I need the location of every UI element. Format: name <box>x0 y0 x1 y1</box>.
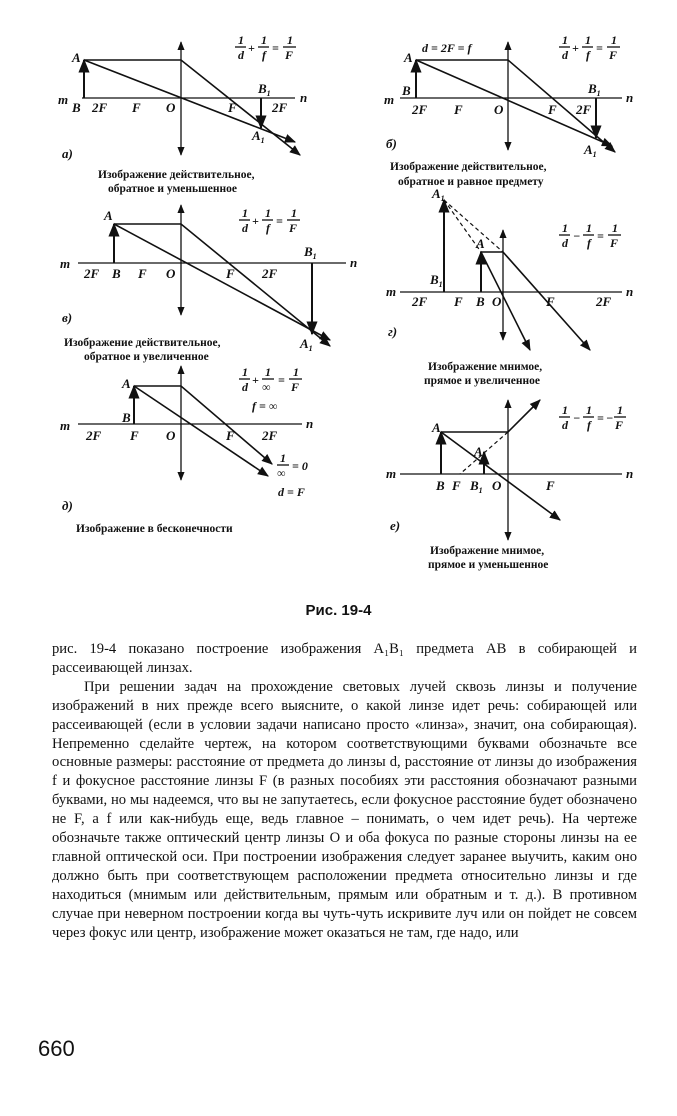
svg-text:n: n <box>626 284 634 299</box>
svg-text:=: = <box>278 373 285 387</box>
svg-text:+: + <box>248 41 255 55</box>
svg-text:1: 1 <box>293 365 299 379</box>
label-A1: $A_1$ <box>432 186 445 203</box>
svg-text:Изображение действительное,: Изображение действительное, <box>390 161 547 173</box>
label-F: F <box>228 100 237 115</box>
note: d = 2F = f <box>422 41 472 55</box>
svg-text:F: F <box>130 428 139 443</box>
svg-text:Изображение мнимое,: Изображение мнимое, <box>430 545 545 557</box>
label-A1: $A_1$ <box>584 142 597 159</box>
svg-text:2F: 2F <box>596 294 612 309</box>
svg-text:+: + <box>252 373 259 387</box>
label-A: A <box>72 50 81 65</box>
svg-text:B: B <box>122 410 131 425</box>
label-B1: $B_1$ <box>304 244 317 261</box>
svg-text:f: f <box>586 48 590 62</box>
svg-text:1: 1 <box>611 33 617 47</box>
svg-text:n: n <box>626 90 634 105</box>
svg-text:d: d <box>238 48 244 62</box>
svg-text:=: = <box>597 411 604 425</box>
svg-text:обратное и равное предмету: обратное и равное предмету <box>398 176 544 188</box>
label-B1: $B_1$ <box>430 272 443 289</box>
svg-text:2F: 2F <box>86 428 102 443</box>
svg-text:+: + <box>572 41 579 55</box>
note: f = ∞ <box>252 399 278 413</box>
svg-text:F: F <box>454 294 463 309</box>
ray <box>84 60 295 142</box>
svg-text:1: 1 <box>291 206 297 220</box>
formula <box>559 403 626 432</box>
svg-text:F: F <box>291 380 300 394</box>
svg-text:1: 1 <box>238 33 244 47</box>
formula <box>559 221 621 250</box>
svg-text:=: = <box>272 41 279 55</box>
svg-text:= 0: = 0 <box>292 459 308 473</box>
svg-text:m: m <box>60 256 71 271</box>
svg-text:F: F <box>454 102 463 117</box>
label-B1: $B_1$ <box>470 478 483 495</box>
panel-d <box>60 365 313 535</box>
label-2F: 2F <box>272 100 288 115</box>
svg-text:Изображение действительное,: Изображение действительное, <box>64 337 221 349</box>
svg-text:B: B <box>112 266 121 281</box>
label-A1: $A_1$ <box>300 336 313 353</box>
body-text <box>52 640 637 943</box>
label-F: F <box>132 100 141 115</box>
svg-text:A: A <box>476 236 485 251</box>
svg-text:−: − <box>606 411 614 425</box>
svg-text:1: 1 <box>265 365 271 379</box>
svg-text:F: F <box>610 236 619 250</box>
formula <box>235 33 296 62</box>
svg-text:в): в) <box>62 310 73 325</box>
svg-text:F: F <box>289 221 298 235</box>
svg-text:2F: 2F <box>412 294 428 309</box>
svg-text:−: − <box>573 411 581 425</box>
panel-b <box>384 33 633 188</box>
svg-text:∞: ∞ <box>262 380 271 394</box>
label-O: O <box>166 100 176 115</box>
svg-text:F: F <box>548 102 557 117</box>
svg-text:B: B <box>436 478 445 493</box>
panel-tag: а) <box>62 146 73 161</box>
svg-text:1: 1 <box>242 365 248 379</box>
svg-text:2F: 2F <box>576 102 592 117</box>
svg-text:A: A <box>432 420 441 435</box>
svg-text:B: B <box>476 294 485 309</box>
svg-text:f: f <box>266 221 270 235</box>
figure-caption: Рис. 19-4 <box>305 602 372 619</box>
svg-text:d: d <box>242 380 248 394</box>
svg-text:d: d <box>562 418 568 432</box>
svg-text:б): б) <box>386 136 397 151</box>
svg-text:−: − <box>573 229 581 243</box>
svg-text:1: 1 <box>562 221 568 235</box>
svg-text:1: 1 <box>585 33 591 47</box>
svg-text:1: 1 <box>562 403 568 417</box>
svg-text:прямое и увеличенное: прямое и увеличенное <box>424 375 540 387</box>
svg-text:B: B <box>402 83 411 98</box>
svg-text:=: = <box>597 229 604 243</box>
svg-text:d: d <box>242 221 248 235</box>
svg-text:прямое и уменьшенное: прямое и уменьшенное <box>428 559 549 571</box>
svg-text:d: d <box>562 236 568 250</box>
svg-text:F: F <box>452 478 461 493</box>
svg-text:1: 1 <box>287 33 293 47</box>
svg-text:O: O <box>492 294 502 309</box>
label-B1: $B_1$ <box>588 81 601 98</box>
svg-text:m: m <box>60 418 71 433</box>
svg-text:O: O <box>166 428 176 443</box>
panel-g <box>386 186 633 387</box>
svg-text:∞: ∞ <box>277 466 286 480</box>
svg-text:f: f <box>262 48 266 62</box>
svg-text:=: = <box>596 41 603 55</box>
svg-text:O: O <box>166 266 176 281</box>
svg-text:A: A <box>404 50 413 65</box>
svg-text:n: n <box>350 255 358 270</box>
label-B: B <box>72 100 81 115</box>
svg-text:f: f <box>587 236 591 250</box>
svg-text:1: 1 <box>586 403 592 417</box>
panel-e <box>386 400 633 571</box>
formula <box>239 365 302 394</box>
paragraph: При решении задач на прохождение световых лучей сквозь линзы и получение изображений в них прежде всего выясните, о какой линзе идет речь: собирающей или рассеивающей (если в условии задачи написано просто «линза», значит, она собирающая). Непременно сделайте чертеж, на котором соответствующими буквами обозначьте все основные размеры: расстояние от предмета до линзы d, расстояние от линзы до изображения f и фокусное расстояние линзы F (в разных пособиях эти расстояния обозначают разными буквами, но мы надеемся, что вы не запутаетесь, если фокусное расстояние будет обозначено не F, а f или как-нибудь еще, ведь главное – понимать, о чем идет речь). На чертеже обозначьте также оптический центр линзы O и оба фокуса по разные стороны линзы на ее главной оптической оси. При построении изображения следует заранее выучить, каким оно должно быть при соответствующем расположении предмета относительно линзы и где находиться (мнимым или действительным, прямым или обратным и т. д.). В противном случае при неверном построении когда вы чуть-чуть искривите луч или он пойдет не совсем через фокус или центр, изображение может оказаться не там, где надо, или <box>52 678 637 941</box>
svg-text:f: f <box>587 418 591 432</box>
label-m: m <box>58 92 69 107</box>
svg-text:1: 1 <box>261 33 267 47</box>
svg-text:=: = <box>276 214 283 228</box>
paragraph: рис. 19-4 показано построение изображения A₁B₁ предмета AB в собирающей и рассеивающей линзах. <box>52 641 637 676</box>
panel-v <box>60 205 357 363</box>
svg-text:F: F <box>285 48 294 62</box>
svg-text:F: F <box>546 294 555 309</box>
svg-text:O: O <box>494 102 504 117</box>
svg-text:2F: 2F <box>262 266 278 281</box>
caption-line: Изображение действительное, <box>98 169 255 181</box>
formula <box>559 33 620 62</box>
svg-text:F: F <box>615 418 624 432</box>
svg-text:O: O <box>492 478 502 493</box>
caption-line: обратное и уменьшенное <box>108 183 238 195</box>
svg-text:2F: 2F <box>412 102 428 117</box>
svg-text:1: 1 <box>265 206 271 220</box>
svg-text:1: 1 <box>617 403 623 417</box>
svg-text:1: 1 <box>242 206 248 220</box>
svg-text:г): г) <box>388 324 398 339</box>
svg-text:A: A <box>122 376 131 391</box>
panel-a <box>58 33 307 195</box>
svg-text:1: 1 <box>280 451 286 465</box>
svg-text:2F: 2F <box>84 266 100 281</box>
svg-text:d: d <box>562 48 568 62</box>
svg-text:F: F <box>226 266 235 281</box>
svg-text:F: F <box>138 266 147 281</box>
svg-text:+: + <box>252 214 259 228</box>
svg-text:1: 1 <box>612 221 618 235</box>
svg-text:A: A <box>104 208 113 223</box>
svg-text:n: n <box>626 466 634 481</box>
svg-text:2F: 2F <box>262 428 278 443</box>
formula <box>239 206 300 235</box>
page-number: 660 <box>38 1036 75 1061</box>
svg-text:е): е) <box>390 518 401 533</box>
svg-text:m: m <box>384 92 395 107</box>
svg-text:д): д) <box>62 498 73 513</box>
svg-text:m: m <box>386 284 397 299</box>
label-n: n <box>300 90 308 105</box>
label-2F: 2F <box>92 100 108 115</box>
svg-text:Изображение мнимое,: Изображение мнимое, <box>428 361 543 373</box>
svg-text:m: m <box>386 466 397 481</box>
ray <box>84 60 300 155</box>
svg-text:1: 1 <box>586 221 592 235</box>
svg-text:Изображение в бесконечности: Изображение в бесконечности <box>76 523 233 535</box>
label-B1: $B_1$ <box>258 81 271 98</box>
svg-text:1: 1 <box>562 33 568 47</box>
label-A1: $A_1$ <box>252 128 265 145</box>
note-inf <box>277 451 308 480</box>
svg-text:F: F <box>546 478 555 493</box>
svg-text:F: F <box>226 428 235 443</box>
svg-text:n: n <box>306 416 314 431</box>
svg-text:F: F <box>609 48 618 62</box>
note: d = F <box>278 485 305 499</box>
label-A1: $A_1$ <box>474 444 487 461</box>
svg-text:обратное и увеличенное: обратное и увеличенное <box>84 351 209 363</box>
